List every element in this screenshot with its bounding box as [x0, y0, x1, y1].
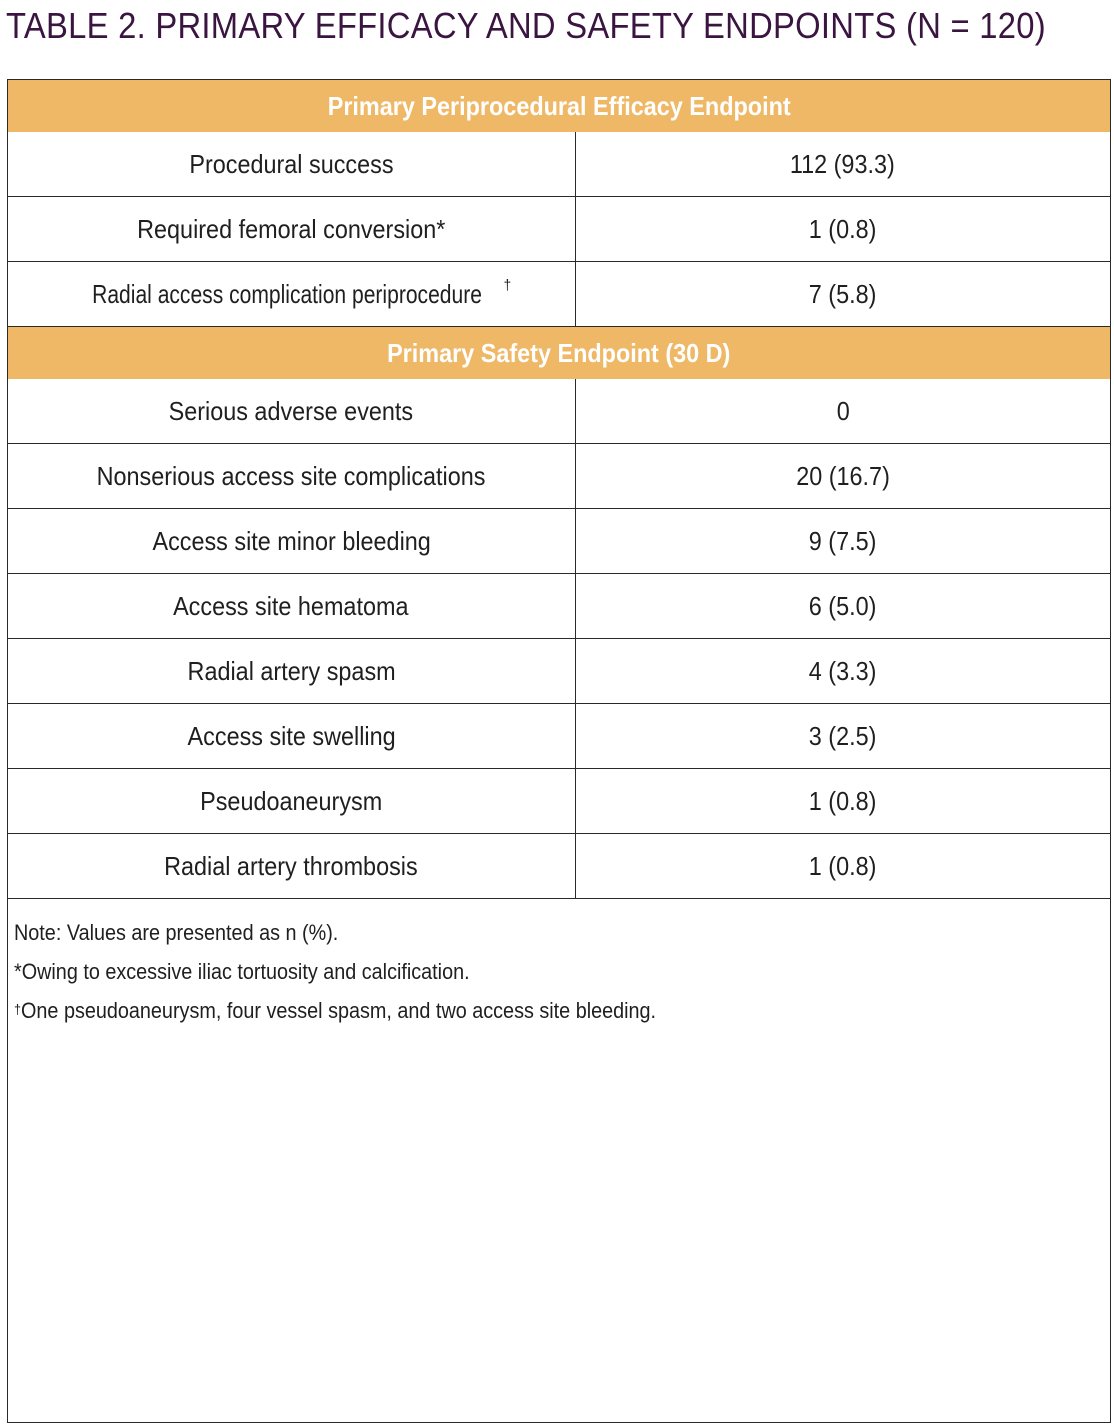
table-row — [8, 704, 1110, 769]
table-row — [8, 509, 1110, 574]
row-label: Serious adverse events — [168, 395, 414, 426]
table-row — [8, 834, 1110, 899]
note-asterisk: *Owing to excessive iliac tortuosity and calcification. — [14, 959, 470, 984]
row-value: 4 (3.3) — [808, 655, 877, 686]
row-value: 6 (5.0) — [808, 590, 877, 621]
table-row — [8, 379, 1110, 444]
table-row — [8, 769, 1110, 834]
table-row — [8, 574, 1110, 639]
endpoints-table — [8, 80, 1110, 899]
row-label: Radial artery spasm — [187, 655, 396, 686]
row-label-wrap — [71, 276, 512, 310]
note-dagger-mark: † — [14, 1001, 22, 1017]
row-value: 0 — [836, 395, 850, 426]
table-row — [8, 444, 1110, 509]
row-value: 20 (16.7) — [795, 460, 890, 491]
section-header-label: Primary Periprocedural Efficacy Endpoint — [327, 90, 791, 121]
table-title: TABLE 2. PRIMARY EFFICACY AND SAFETY ENDPOINTS (N = 120) — [6, 5, 1046, 46]
note-values: Note: Values are presented as n (%). — [14, 920, 339, 945]
section-header-safety — [8, 327, 1110, 380]
section-header-efficacy — [8, 80, 1110, 132]
note-dagger: One pseudoaneurysm, four vessel spasm, and two access site bleeding. — [21, 998, 657, 1023]
row-value: 112 (93.3) — [790, 148, 896, 179]
row-label: Access site minor bleeding — [152, 525, 431, 556]
row-value: 9 (7.5) — [808, 525, 877, 556]
row-label: Required femoral conversion* — [137, 213, 446, 244]
table-row — [8, 132, 1110, 197]
row-label: Radial artery thrombosis — [164, 850, 419, 881]
dagger-mark: † — [504, 276, 512, 294]
row-label: Radial access complication periprocedure — [92, 278, 483, 309]
row-value: 1 (0.8) — [808, 785, 877, 816]
row-value: 1 (0.8) — [808, 850, 877, 881]
row-label: Access site swelling — [187, 720, 396, 751]
row-value: 1 (0.8) — [808, 213, 877, 244]
endpoints-table-container — [7, 79, 1111, 1423]
row-label: Pseudoaneurysm — [200, 785, 383, 816]
row-label: Procedural success — [189, 148, 394, 179]
row-value: 7 (5.8) — [808, 278, 877, 309]
table-row — [8, 197, 1110, 262]
table-row — [8, 639, 1110, 704]
section-header-label: Primary Safety Endpoint (30 D) — [387, 337, 731, 368]
note-dagger-line — [14, 991, 995, 1030]
table-row — [8, 262, 1110, 327]
row-label: Access site hematoma — [173, 590, 409, 621]
table-notes — [8, 899, 1110, 1030]
row-label: Nonserious access site complications — [96, 460, 486, 491]
row-value: 3 (2.5) — [808, 720, 877, 751]
